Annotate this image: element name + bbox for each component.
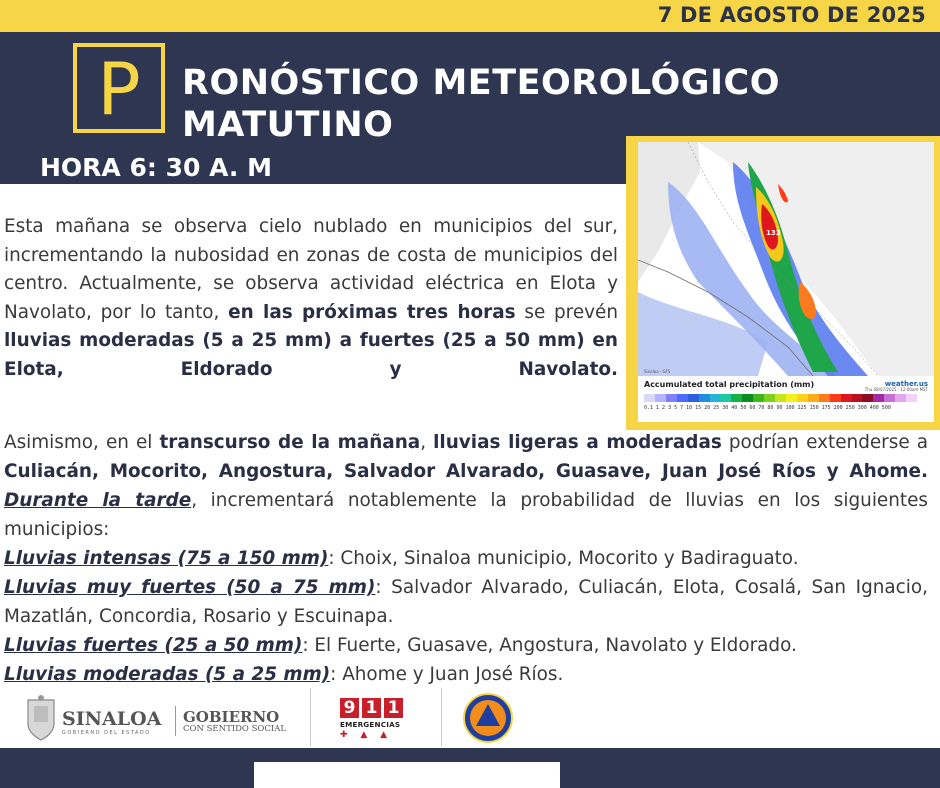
map-source: Sinaloa · GFS [644,369,671,374]
category-text: : Choix, Sinaloa municipio, Mocorito y Badiraguato. [328,548,799,569]
legend-swatch [895,394,906,402]
e911-service-icons: ✚ ▲ ▲ [340,730,393,740]
category-label: Lluvias muy fuertes (50 a 75 mm) [4,577,376,598]
para2-bold-2: lluvias ligeras a moderadas [433,432,722,453]
footer-tab [254,762,560,788]
e911-digits [340,698,404,718]
emergencias-911-logo [340,698,404,740]
title-initial: P [97,47,141,131]
legend-swatch [644,394,655,402]
legend-swatch [884,394,895,402]
category-text: : Ahome y Juan José Ríos. [330,664,564,685]
title-initial-box [73,43,165,133]
report-time: HORA 6: 30 A. M [40,153,272,182]
footer-divider [310,688,311,746]
legend-swatch [764,394,775,402]
legend-swatch [906,394,917,402]
legend-swatch [710,394,721,402]
legend-swatch [666,394,677,402]
category-label: Lluvias moderadas (5 a 25 mm) [4,664,331,685]
para2-text-5: , incrementará notablemente la probabilidad de lluvias en los siguientes municipios: [4,490,929,540]
precipitation-map [638,142,934,422]
map-legend-colorbar [644,394,928,402]
date-bar [0,0,940,32]
legend-swatch [655,394,666,402]
category-label: Lluvias fuertes (25 a 50 mm) [4,635,303,656]
legend-swatch [731,394,742,402]
paragraph-forecast [4,428,928,544]
title-line-2: MATUTINO [182,105,394,145]
precipitation-map-image [638,142,934,376]
logo-divider [175,706,176,736]
map-time: Thu 08/07/2025 · 12:00am MST [864,387,928,392]
sinaloa-logo-text: SINALOA [62,708,162,730]
legend-swatch [677,394,688,402]
legend-swatch [830,394,841,402]
gobierno-logo-text: GOBIERNO [183,708,280,726]
category-text: : Salvador Alvarado, Culiacán, Elota, Cosalá, San Ignacio, Mazatlán, Concordia, Rosario y Escuinapa. [4,577,929,627]
category-moderate [4,660,928,689]
legend-swatch [852,394,863,402]
legend-swatch [786,394,797,402]
legend-swatch [742,394,753,402]
e911-digit: 9 [340,698,359,718]
precipitation-map-frame [626,136,940,430]
map-legend-title: Accumulated total precipitation (mm) [644,380,815,389]
legend-swatch [699,394,710,402]
legend-swatch [808,394,819,402]
legend-swatch [720,394,731,402]
legend-swatch [873,394,884,402]
map-brand: weather.us [884,380,928,388]
legend-swatch [797,394,808,402]
category-strong [4,631,928,660]
e911-label: EMERGENCIAS [340,720,401,729]
para1-bold-2: lluvias moderadas (5 a 25 mm) a fuertes (25 a 50 mm) en Elota, Eldorado y Navolato. [4,330,618,380]
para1-text-1: Esta mañana se observa cielo nublado en municipios del sur, incrementando la nubosidad en zonas de costa de municipios del centro. Actualmente, se observa actividad eléctrica en Elota y Navolato, por lo tanto, [4,216,618,323]
category-label: Lluvias intensas (75 a 150 mm) [4,548,329,569]
gobierno-logo-subtitle: CON SENTIDO SOCIAL [183,724,287,734]
e911-digit: 1 [362,698,381,718]
paragraph-morning [4,213,618,384]
legend-swatch [841,394,852,402]
category-intense [4,544,928,573]
sinaloa-coat-of-arms-icon [24,694,58,742]
para1-bold-1: en las próximas tres horas [228,301,516,323]
para2-afternoon-label: Durante la tarde [4,490,192,511]
category-text: : El Fuerte, Guasave, Angostura, Navolato y Eldorado. [302,635,797,656]
para2-bold-1: transcurso de la mañana [159,432,421,453]
legend-swatch [775,394,786,402]
footer-logos [0,688,940,748]
para2-text-3: podrían extenderse a [721,432,928,453]
para1-text-2: se prevén [515,301,619,323]
map-legend-values: 0.1 1 2 3 5 7 10 15 20 25 30 40 50 60 70 80 90 100 125 150 175 200 250 300 400 500 [644,405,891,411]
para2-text-1: Asimismo, en el [4,432,160,453]
para2-bold-3: Culiacán, Mocorito, Angostura, Salvador Alvarado, Guasave, Juan José Ríos y Ahome. [4,461,928,482]
legend-swatch [862,394,873,402]
legend-swatch [819,394,830,402]
footer-divider [441,688,442,746]
legend-swatch [753,394,764,402]
legend-swatch [688,394,699,402]
para2-text-2: , [420,432,434,453]
e911-digit: 1 [384,698,403,718]
report-date: 7 DE AGOSTO DE 2025 [657,3,926,27]
page-title [182,62,780,146]
sinaloa-logo-subtitle: GOBIERNO DEL ESTADO [62,730,151,736]
legend-swatch [917,394,928,402]
rain-max-label: 133 [766,229,781,237]
proteccion-civil-logo-icon [462,692,514,744]
title-line-1: RONÓSTICO METEOROLÓGICO [182,63,780,103]
category-very-strong [4,573,928,631]
